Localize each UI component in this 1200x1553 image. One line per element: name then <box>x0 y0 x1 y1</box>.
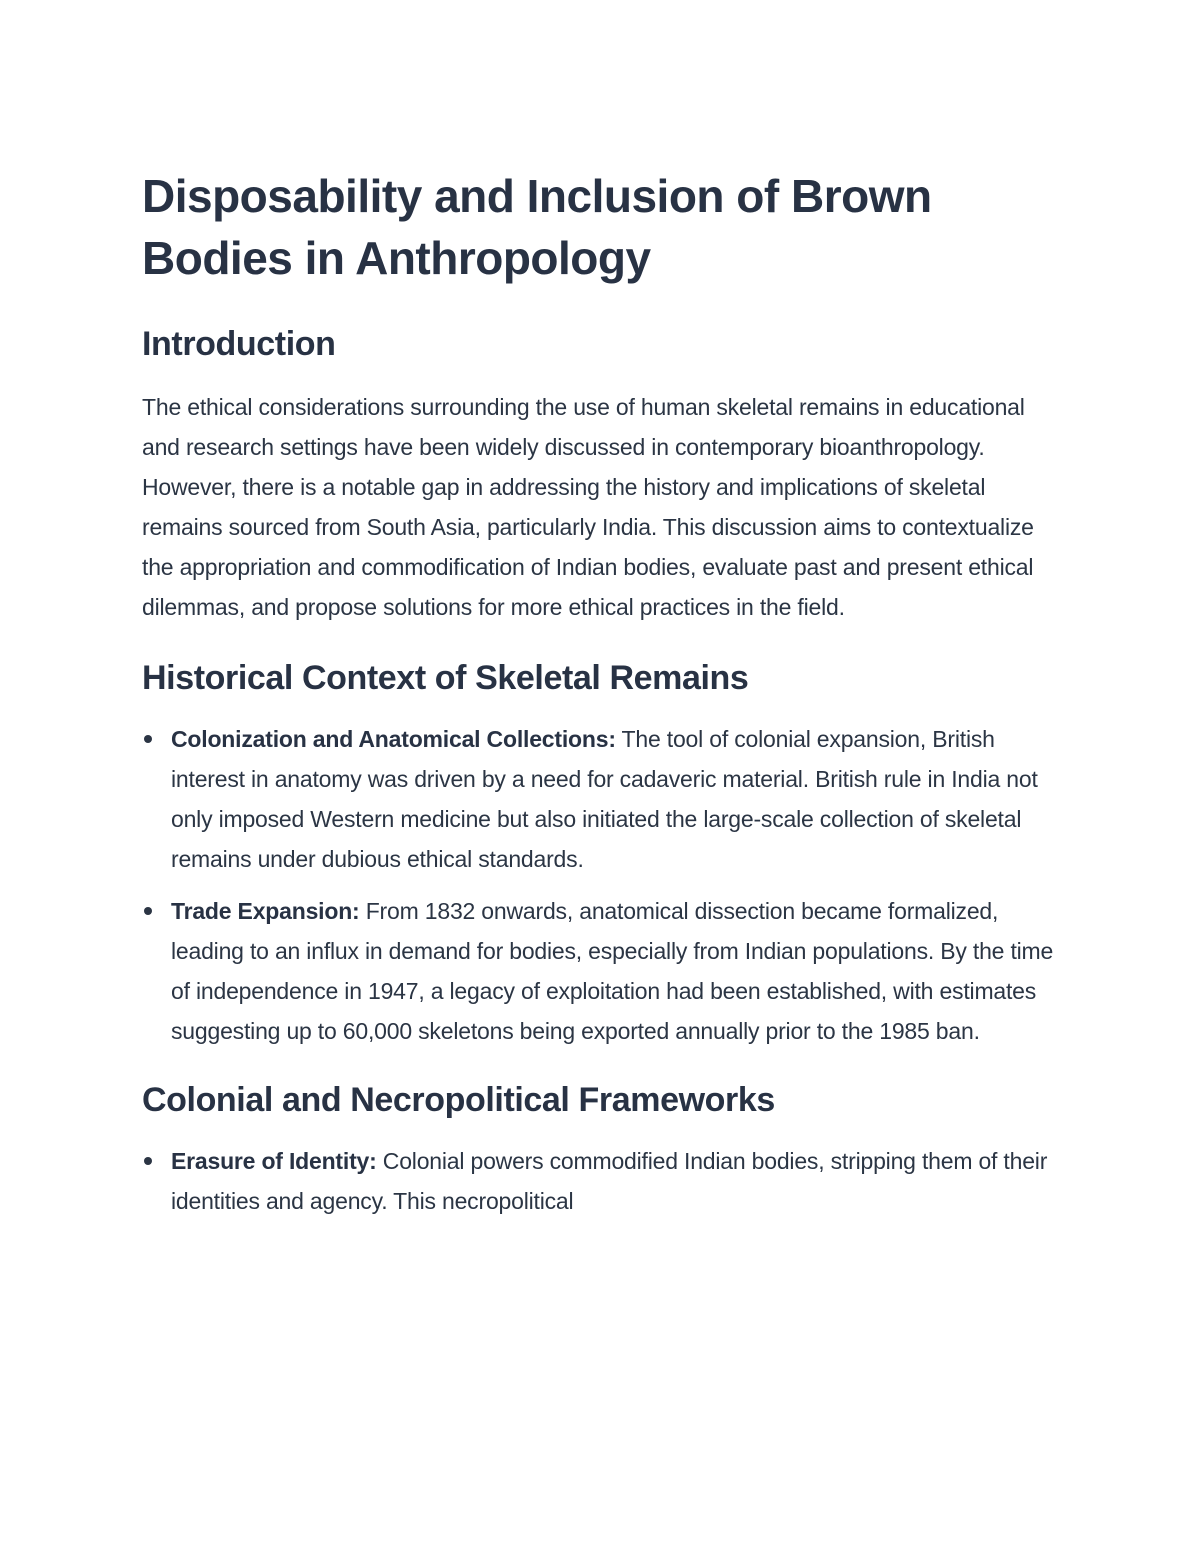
bullet-icon <box>144 907 152 915</box>
list-item-term: Colonization and Anatomical Collections: <box>171 726 616 752</box>
list-item <box>142 891 1057 1051</box>
bullet-icon <box>144 1157 152 1165</box>
bullet-icon <box>144 735 152 743</box>
section-heading-historical-context: Historical Context of Skeletal Remains <box>142 659 749 697</box>
historical-context-list <box>142 719 1057 1051</box>
list-item-text: Colonial powers commodified Indian bodies, stripping them of their identities and agency. This necropolitical <box>171 1148 1048 1214</box>
list-item-text: The tool of colonial expansion, British interest in anatomy was driven by a need for cadaveric material. British rule in India not only imposed Western medicine but also initiated the large-scale collection of skeletal remains under dubious ethical standards. <box>171 726 1038 872</box>
section-heading-colonial-frameworks: Colonial and Necropolitical Frameworks <box>142 1081 775 1119</box>
colonial-frameworks-list <box>142 1141 1057 1221</box>
list-item <box>142 1141 1057 1221</box>
list-item-term: Erasure of Identity: <box>171 1148 377 1174</box>
introduction-paragraph: The ethical considerations surrounding the use of human skeletal remains in educational and research settings have been widely discussed in contemporary bioanthropology. However, there is a notable gap in addressing the history and implications of skeletal remains sourced from South Asia, particularly India. This discussion aims to contextualize the appropriation and commodification of Indian bodies, evaluate past and present ethical dilemmas, and propose solutions for more ethical practices in the field. <box>142 394 1034 620</box>
page-title: Disposability and Inclusion of Brown Bodies in Anthropology <box>142 170 932 284</box>
list-item <box>142 719 1057 879</box>
section-heading-introduction: Introduction <box>142 325 336 363</box>
list-item-term: Trade Expansion: <box>171 898 360 924</box>
list-item-text: From 1832 onwards, anatomical dissection became formalized, leading to an influx in demand for bodies, especially from Indian populations. By the time of independence in 1947, a legacy of exploitation had been established, with estimates suggesting up to 60,000 skeletons being exported annually prior to the 1985 ban. <box>171 898 1054 1044</box>
document-page <box>142 165 1057 1249</box>
